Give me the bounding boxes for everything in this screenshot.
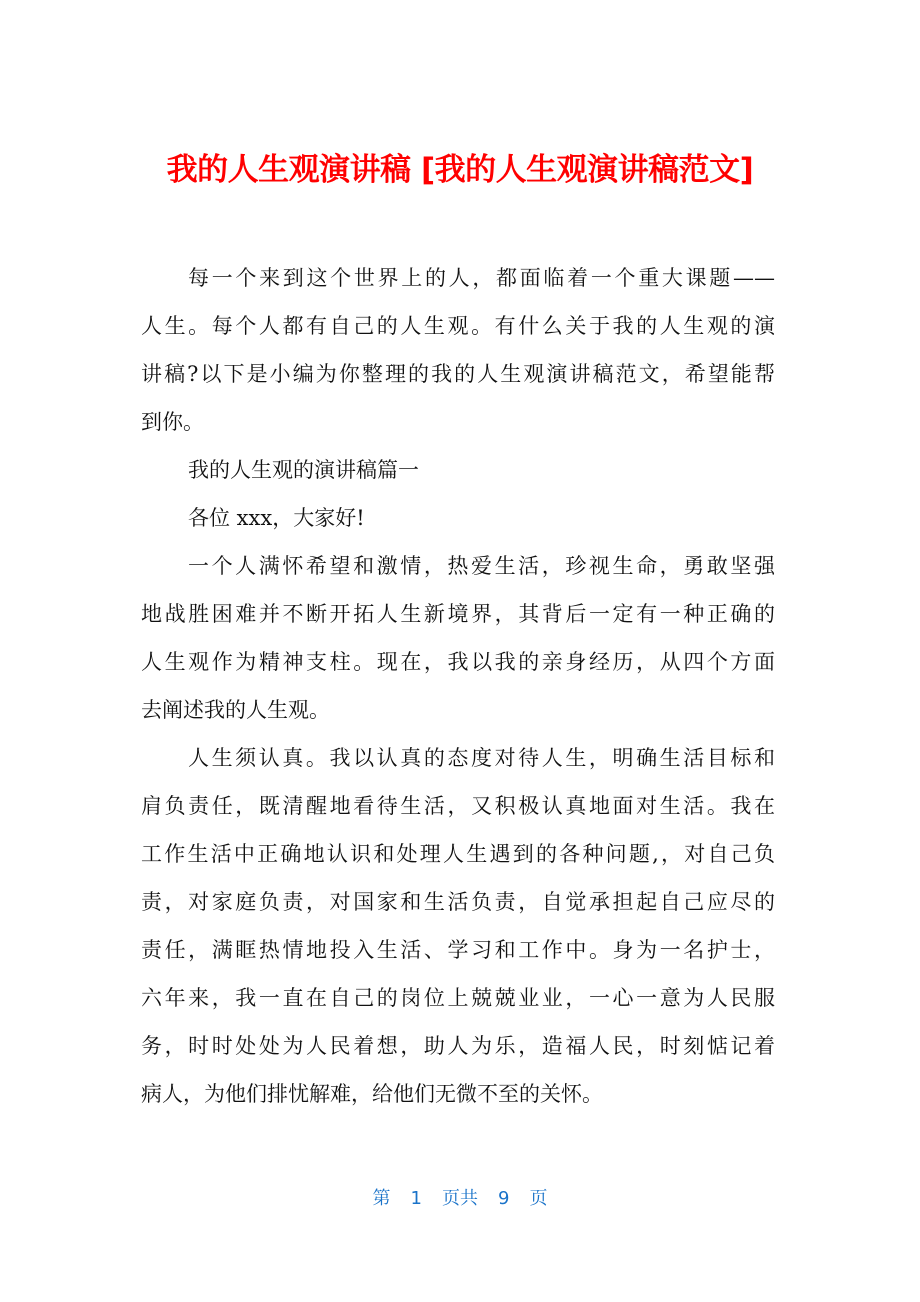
page-footer: [0, 1184, 920, 1210]
text-line: 肩负责任，既清醒地看待生活，又积极认真地面对生活。我在: [141, 794, 775, 818]
greeting: 各位 xxx，大家好!: [188, 506, 365, 530]
section-heading: 我的人生观的演讲稿篇一: [188, 458, 419, 482]
text-line: 六年来，我一直在自己的岗位上兢兢业业，一心一意为人民服: [141, 986, 775, 1010]
text-line: 责任，满眶热情地投入生活、学习和工作中。身为一名护士，: [141, 938, 775, 962]
text-line: 务，时时处处为人民着想，助人为乐，造福人民，时刻惦记着: [141, 1034, 775, 1058]
footer-middle: 页共: [442, 1188, 478, 1209]
text-line: 人生。每个人都有自己的人生观。有什么关于我的人生观的演: [141, 314, 775, 338]
text-line: 一个人满怀希望和激情，热爱生活，珍视生命，勇敢坚强: [188, 554, 775, 578]
total-pages: 9: [498, 1188, 510, 1209]
text-line: 地战胜困难并不断开拓人生新境界，其背后一定有一种正确的: [141, 602, 775, 626]
current-page: 1: [410, 1188, 422, 1209]
text-line: 工作生活中正确地认识和处理人生遇到的各种问题,，对自己负: [141, 842, 775, 866]
text-line: 人生观作为精神支柱。现在，我以我的亲身经历，从四个方面: [141, 650, 775, 674]
text-line: 人生须认真。我以认真的态度对待人生，明确生活目标和: [188, 746, 775, 770]
text-line: 到你。: [141, 410, 204, 434]
text-line: 责，对家庭负责，对国家和生活负责，自觉承担起自己应尽的: [141, 890, 775, 914]
text-line: 去阐述我的人生观。: [141, 698, 330, 722]
document-body: [141, 254, 775, 1118]
footer-suffix: 页: [529, 1188, 548, 1209]
text-line: 病人，为他们排忧解难，给他们无微不至的关怀。: [141, 1082, 603, 1106]
footer-prefix: 第: [372, 1188, 391, 1209]
document-title: 我的人生观演讲稿 [我的人生观演讲稿范文]: [166, 152, 754, 188]
text-line: 每一个来到这个世界上的人，都面临着一个重大课题——: [188, 266, 775, 290]
text-line: 讲稿?以下是小编为你整理的我的人生观演讲稿范文，希望能帮: [141, 362, 775, 386]
